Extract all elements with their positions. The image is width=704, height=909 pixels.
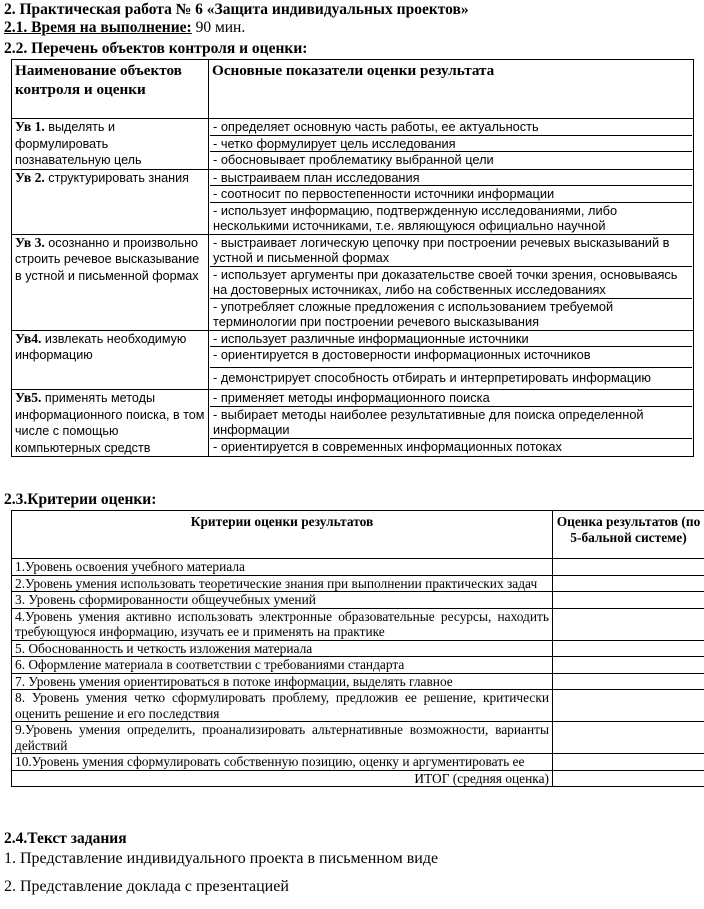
object-cell bbox=[12, 330, 209, 390]
table-row bbox=[12, 330, 694, 390]
object-cell bbox=[12, 390, 209, 457]
task-item: 1. Представление индивидуального проекта в письменном виде bbox=[4, 850, 439, 867]
indicators-cell bbox=[209, 169, 694, 234]
score-col-header: Оценка результатов (по 5-бальной системе) bbox=[553, 511, 704, 559]
objects-table bbox=[11, 59, 694, 457]
indicators-cell bbox=[209, 330, 694, 390]
time-value: 90 мин. bbox=[191, 19, 246, 36]
criterion-cell: 10.Уровень умения сформулировать собственную позицию, оценку и аргументировать ее bbox=[12, 754, 553, 771]
table-row bbox=[12, 673, 704, 690]
object-name: осознанно и произвольно строить речевое высказывание в устной и письменной формах bbox=[15, 235, 200, 283]
indicator: - ориентируется в достоверности информационных источников bbox=[210, 347, 692, 368]
object-code: Ув4. bbox=[15, 330, 42, 346]
criteria-heading: 2.3.Критерии оценки: bbox=[4, 491, 157, 508]
task-heading: 2.4.Текст задания bbox=[4, 830, 127, 847]
indicator: - определяет основную часть работы, ее актуальность bbox=[210, 119, 692, 136]
indicator: - четко формулирует цель исследования bbox=[210, 136, 692, 153]
objects-table-header bbox=[12, 60, 694, 119]
table-row bbox=[12, 657, 704, 674]
score-cell bbox=[553, 559, 704, 576]
criterion-cell: 4.Уровень умения активно использовать электронные образовательные ресурсы, находить требующуюся информацию, изучать ее и применять на практике bbox=[12, 608, 553, 640]
indicator: - выбирает методы наиболее результативные для поиска определенной информации bbox=[210, 407, 692, 439]
indicator: - ориентируется в современных информационных потоках bbox=[213, 438, 562, 454]
score-cell bbox=[553, 592, 704, 609]
task-item: 2. Представление доклада с презентацией bbox=[4, 878, 289, 895]
object-code: Ув 2. bbox=[15, 169, 45, 185]
indicators-col-header: Основные показатели оценки результата bbox=[209, 60, 694, 119]
indicator: - использует различные информационные источники bbox=[210, 331, 692, 348]
objects-col-header: Наименование объектов контроля и оценки bbox=[12, 60, 209, 119]
score-cell bbox=[553, 657, 704, 674]
objects-heading: 2.2. Перечень объектов контроля и оценки: bbox=[4, 40, 308, 57]
criterion-cell: 3. Уровень сформированности общеучебных умений bbox=[12, 592, 553, 609]
table-row bbox=[12, 575, 704, 592]
criteria-table-header bbox=[12, 511, 704, 559]
object-name: структурировать знания bbox=[44, 170, 189, 185]
criterion-cell: 5. Обоснованность и четкость изложения материала bbox=[12, 640, 553, 657]
table-row bbox=[12, 754, 704, 771]
score-cell bbox=[553, 640, 704, 657]
indicator: - обосновывает проблематику выбранной цели bbox=[213, 152, 494, 167]
table-row bbox=[12, 390, 694, 457]
object-name: выделять и формулировать познавательную цель bbox=[15, 120, 142, 167]
criterion-cell: 2.Уровень умения использовать теоретические знания при выполнении практических задач bbox=[12, 575, 553, 592]
object-cell bbox=[12, 234, 209, 330]
table-row bbox=[12, 640, 704, 657]
object-code: Ув5. bbox=[15, 390, 42, 405]
total-label: ИТОГ (средняя оценка) bbox=[12, 770, 553, 787]
total-row bbox=[12, 770, 704, 787]
object-name: применять методы информационного поиска, в том числе с помощью компьютерных средств bbox=[15, 391, 205, 455]
table-row bbox=[12, 234, 694, 330]
indicator: - демонстрирует способность отбирать и интерпретировать информацию bbox=[213, 369, 651, 385]
criterion-cell: 9.Уровень умения определить, проанализировать альтернативные возможности, варианты действий bbox=[12, 722, 553, 754]
table-row bbox=[12, 119, 694, 170]
object-cell bbox=[12, 169, 209, 234]
indicators-cell bbox=[209, 234, 694, 330]
indicator: - использует аргументы при доказательстве своей точки зрения, основываясь на достоверных источниках, либо на собственных исследованиях bbox=[210, 267, 692, 299]
object-code: Ув 1. bbox=[15, 119, 45, 134]
indicators-cell bbox=[209, 119, 694, 170]
indicator: - употребляет сложные предложения с использованием требуемой терминологии при построении речевого высказывания bbox=[213, 298, 614, 329]
score-cell bbox=[553, 690, 704, 722]
object-cell bbox=[12, 119, 209, 170]
indicator: - соотносит по первостепенности источники информации bbox=[210, 186, 692, 203]
object-code: Ув 3. bbox=[15, 234, 45, 250]
score-cell bbox=[553, 673, 704, 690]
indicators-cell bbox=[209, 390, 694, 457]
score-cell bbox=[553, 722, 704, 754]
criteria-table bbox=[11, 510, 704, 787]
score-cell bbox=[553, 754, 704, 771]
total-score-cell bbox=[553, 770, 704, 787]
time-heading bbox=[4, 19, 245, 37]
criterion-cell: 8. Уровень умения четко сформулировать проблему, предложив ее решение, критически оценить решение и его последствия bbox=[12, 690, 553, 722]
indicator: - выстраивает логическую цепочку при построении речевых высказываний в устной и письменной формах bbox=[210, 235, 692, 267]
score-cell bbox=[553, 608, 704, 640]
section-title: 2. Практическая работа № 6 «Защита индивидуальных проектов» bbox=[4, 1, 469, 18]
criterion-cell: 1.Уровень освоения учебного материала bbox=[12, 559, 553, 576]
score-cell bbox=[553, 575, 704, 592]
table-row bbox=[12, 592, 704, 609]
criteria-col-header: Критерии оценки результатов bbox=[12, 511, 553, 559]
table-row bbox=[12, 722, 704, 754]
time-label: 2.1. Время на выполнение: bbox=[4, 19, 192, 36]
object-name: извлекать необходимую информацию bbox=[15, 331, 187, 362]
indicator: - использует информацию, подтвержденную исследованиями, либо несколькими источниками, т.е. являющуюся официально научной bbox=[213, 202, 618, 233]
table-row bbox=[12, 690, 704, 722]
table-row bbox=[12, 608, 704, 640]
indicator: - применяет методы информационного поиска bbox=[210, 390, 692, 407]
indicator: - выстраиваем план исследования bbox=[210, 170, 692, 187]
criterion-cell: 6. Оформление материала в соответствии с требованиями стандарта bbox=[12, 657, 553, 674]
table-row bbox=[12, 559, 704, 576]
criterion-cell: 7. Уровень умения ориентироваться в потоке информации, выделять главное bbox=[12, 673, 553, 690]
table-row bbox=[12, 169, 694, 234]
